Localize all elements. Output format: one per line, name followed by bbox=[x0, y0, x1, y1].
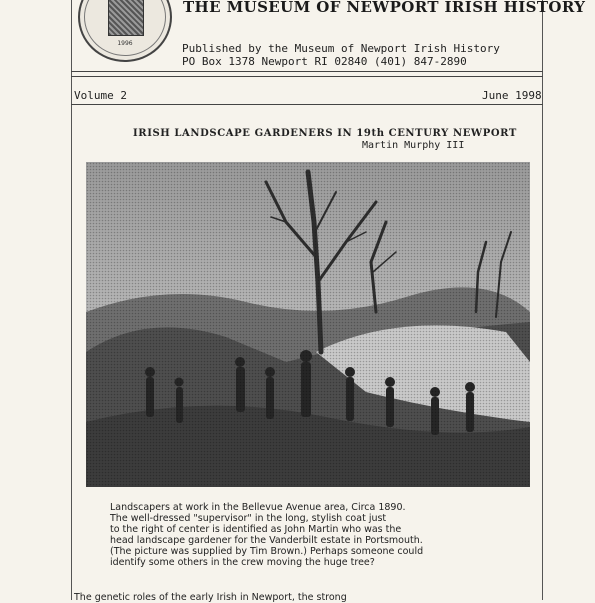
address-line: PO Box 1378 Newport RI 02840 (401) 847-2890 bbox=[182, 55, 467, 68]
caption-line: The well-dressed "supervisor" in the long, stylish coat just bbox=[110, 513, 387, 524]
seal-emblem-icon bbox=[108, 0, 144, 36]
divider-rule bbox=[71, 104, 543, 105]
body-text-partial: The genetic roles of the early Irish in Newport, the strong bbox=[74, 592, 347, 603]
landscape-photo-illustration bbox=[86, 162, 530, 487]
right-border-line bbox=[542, 0, 543, 600]
seal-year: 1996 bbox=[117, 40, 133, 47]
museum-seal-logo bbox=[78, 0, 172, 62]
divider-rule bbox=[71, 76, 543, 77]
caption-line: head landscape gardener for the Vanderbilt estate in Portsmouth. bbox=[110, 535, 423, 546]
caption-line: Landscapers at work in the Bellevue Avenue area, Circa 1890. bbox=[110, 502, 406, 513]
caption-line: identify some others in the crew moving the huge tree? bbox=[110, 557, 375, 568]
photo-caption bbox=[110, 502, 530, 568]
caption-line: (The picture was supplied by Tim Brown.) Perhaps someone could bbox=[110, 546, 424, 557]
published-by-line: Published by the Museum of Newport Irish History bbox=[182, 42, 500, 55]
caption-line: to the right of center is identified as John Martin who was the bbox=[110, 524, 402, 535]
article-title: IRISH LANDSCAPE GARDENERS IN 19th CENTURY NEWPORT bbox=[133, 128, 517, 139]
masthead-title: THE MUSEUM OF NEWPORT IRISH HISTORY bbox=[183, 0, 586, 16]
article-photo bbox=[86, 162, 530, 487]
left-border-line bbox=[71, 0, 72, 600]
issue-date: June 1998 bbox=[482, 89, 542, 102]
volume-label: Volume 2 bbox=[74, 89, 127, 102]
divider-rule bbox=[71, 71, 543, 72]
article-author: Martin Murphy III bbox=[362, 140, 465, 151]
